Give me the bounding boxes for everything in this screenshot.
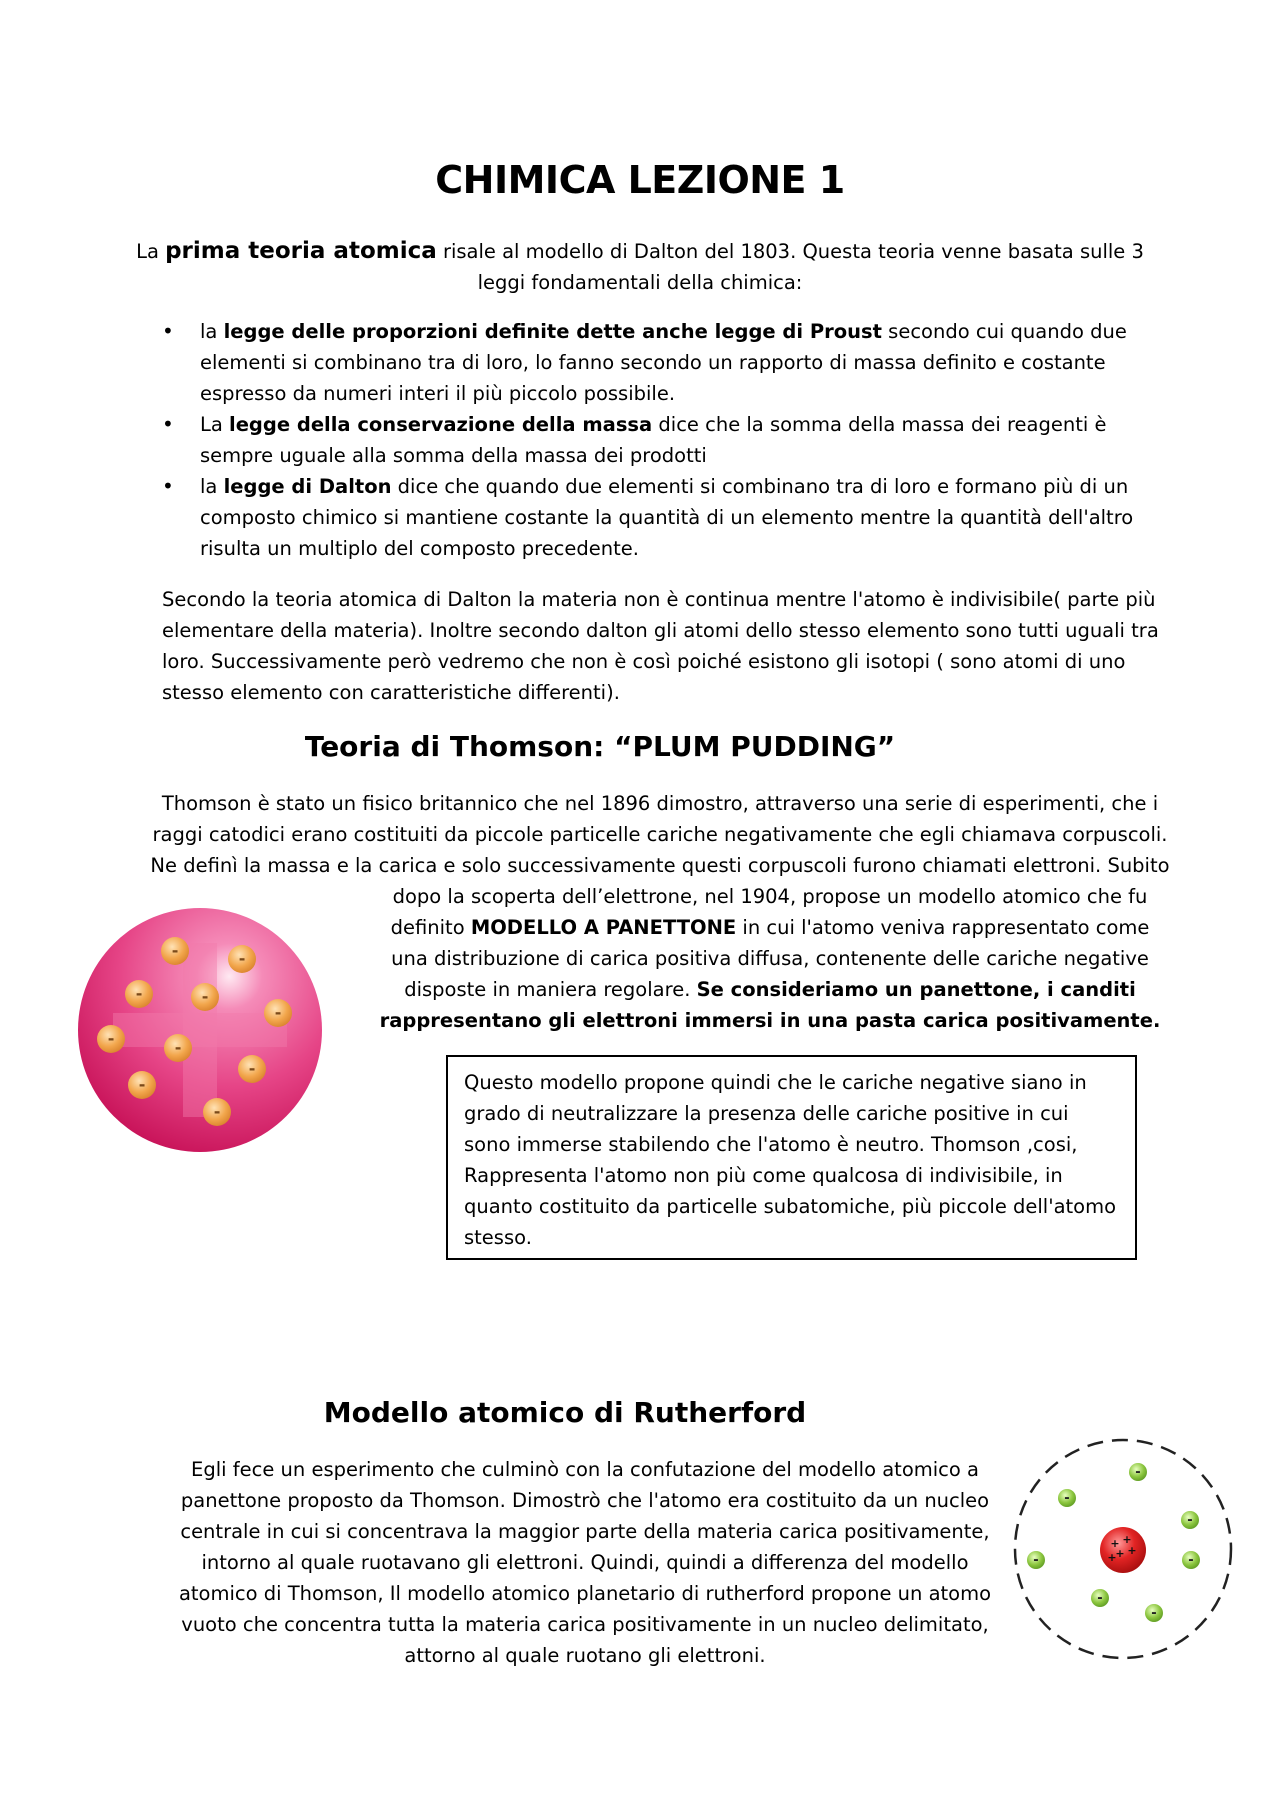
plum-electron <box>125 980 153 1008</box>
svg-text:+: + <box>1110 1537 1120 1550</box>
plum-electron <box>228 945 256 973</box>
list-item-proust: • la legge delle proporzioni definite dette anche legge di Proust secondo cui quando due elementi si combinano tra di loro, lo fanno secondo un rapporto di massa definito e costante espresso da numeri interi il più piccolo possibile. <box>160 316 1170 409</box>
orbit-electron <box>1182 1551 1200 1569</box>
thomson-paragraph-side: dopo la scoperta dell’elettrone, nel 1904, propose un modello atomico che fu definito MODELLO A PANETTONE in cui l'atomo veniva rappresentato come una distribuzione di carica positiva diffusa, contenente delle cariche negative disposte in maniera regolare. Se consideriamo un panettone, i canditi rappresentano gli elettroni immersi in una pasta carica positivamente. <box>379 885 1161 1032</box>
page-title: CHIMICA LEZIONE 1 <box>435 158 845 202</box>
svg-text:-: - <box>1033 1553 1039 1568</box>
intro-highlight: prima teoria atomica <box>165 238 437 264</box>
svg-text:+: + <box>1127 1544 1137 1557</box>
orbit-electron <box>1091 1589 1109 1607</box>
plum-electron <box>264 999 292 1027</box>
plum-electron <box>191 983 219 1011</box>
svg-text:-: - <box>138 1075 146 1094</box>
rutherford-paragraph: Egli fece un esperimento che culminò con la confutazione del modello atomico a panettone proposto da Thomson. Dimostrò che l'atomo era costituito da un nucleo centrale in cui si concentrava la maggior parte della materia carica positivamente, intorno al quale ruotavano gli elettroni. Quindi, quindi a differenza del modello atomico di Thomson, Il modello atomico planetario di rutherford propone un atomo vuoto che concentra tutta la materia carica positivamente in un nucleo delimitato, attorno al quale ruotano gli elettroni. <box>178 1458 992 1667</box>
svg-text:-: - <box>1097 1591 1103 1606</box>
list-item-dalton: • la legge di Dalton dice che quando due elementi si combinano tra di loro e formano più di un composto chimico si mantiene costante la quantità di un elemento mentre la quantità dell'altro risulta un multiplo del composto precedente. <box>160 471 1170 564</box>
thomson-summary-box: Questo modello propone quindi che le cariche negative siano in grado di neutralizzare la presenza delle cariche positive in cui sono immerse stabilendo che l'atomo è neutro. Thomson ,cosi, Rappresenta l'atomo non più come qualcosa di indivisibile, in quanto costituito da particelle subatomiche, più piccole dell'atomo stesso. <box>446 1055 1137 1260</box>
svg-text:-: - <box>174 1038 182 1057</box>
intro-paragraph: La prima teoria atomica risale al modello di Dalton del 1803. Questa teoria venne basata sulle 3 leggi fondamentali della chimica: <box>136 238 1144 294</box>
svg-text:-: - <box>213 1102 221 1121</box>
svg-text:-: - <box>248 1059 256 1078</box>
dalton-paragraph: Secondo la teoria atomica di Dalton la materia non è continua mentre l'atomo è indivisibile( parte più elementare della materia). Inoltre secondo dalton gli atomi dello stesso elemento sono tutti uguali tra loro. Successivamente però vedremo che non è così poiché esistono gli isotopi ( sono atomi di uno stesso elemento con caratteristiche differenti). <box>162 588 1159 704</box>
plum-electron <box>128 1071 156 1099</box>
svg-text:+: + <box>1122 1533 1132 1546</box>
svg-text:-: - <box>274 1003 282 1022</box>
nucleus <box>1100 1527 1146 1573</box>
orbit-electron <box>1027 1551 1045 1569</box>
svg-text:-: - <box>135 984 143 1003</box>
orbit-electron <box>1058 1489 1076 1507</box>
thomson-paragraph-top: Thomson è stato un fisico britannico che nel 1896 dimostro, attraverso una serie di esperimenti, che i raggi catodici erano costituiti da piccole particelle cariche negativamente che egli chiamava corpuscoli. Ne definì la massa e la carica e solo successivamente questi corpuscoli furono chiamati elettroni. Subito <box>150 792 1170 877</box>
plum-electron <box>97 1025 125 1053</box>
svg-text:-: - <box>1187 1513 1193 1528</box>
list-item-conservation: • La legge della conservazione della massa dice che la somma della massa dei reagenti è sempre uguale alla somma della massa dei prodotti <box>160 409 1170 471</box>
svg-text:-: - <box>1151 1606 1157 1621</box>
plum-electron <box>161 937 189 965</box>
plum-cross-vertical <box>183 943 217 1117</box>
plum-electron <box>203 1098 231 1126</box>
plum-pudding-atom-illustration <box>75 905 325 1155</box>
svg-text:+: + <box>1115 1547 1125 1560</box>
svg-text:-: - <box>171 941 179 960</box>
plum-electron <box>238 1055 266 1083</box>
laws-list <box>160 316 1170 564</box>
orbit-electron <box>1181 1511 1199 1529</box>
orbit-electron <box>1145 1604 1163 1622</box>
rutherford-heading: Modello atomico di Rutherford <box>323 1396 807 1429</box>
svg-text:+: + <box>1107 1551 1117 1564</box>
thomson-heading: Teoria di Thomson: “PLUM PUDDING” <box>304 730 896 763</box>
svg-text:-: - <box>107 1029 115 1048</box>
svg-text:-: - <box>1135 1465 1141 1480</box>
orbit-electron <box>1129 1463 1147 1481</box>
svg-text:-: - <box>1188 1553 1194 1568</box>
svg-text:-: - <box>201 987 209 1006</box>
plum-electron <box>164 1034 192 1062</box>
svg-text:-: - <box>238 949 246 968</box>
rutherford-atom-illustration <box>1008 1432 1248 1672</box>
svg-text:-: - <box>1064 1491 1070 1506</box>
